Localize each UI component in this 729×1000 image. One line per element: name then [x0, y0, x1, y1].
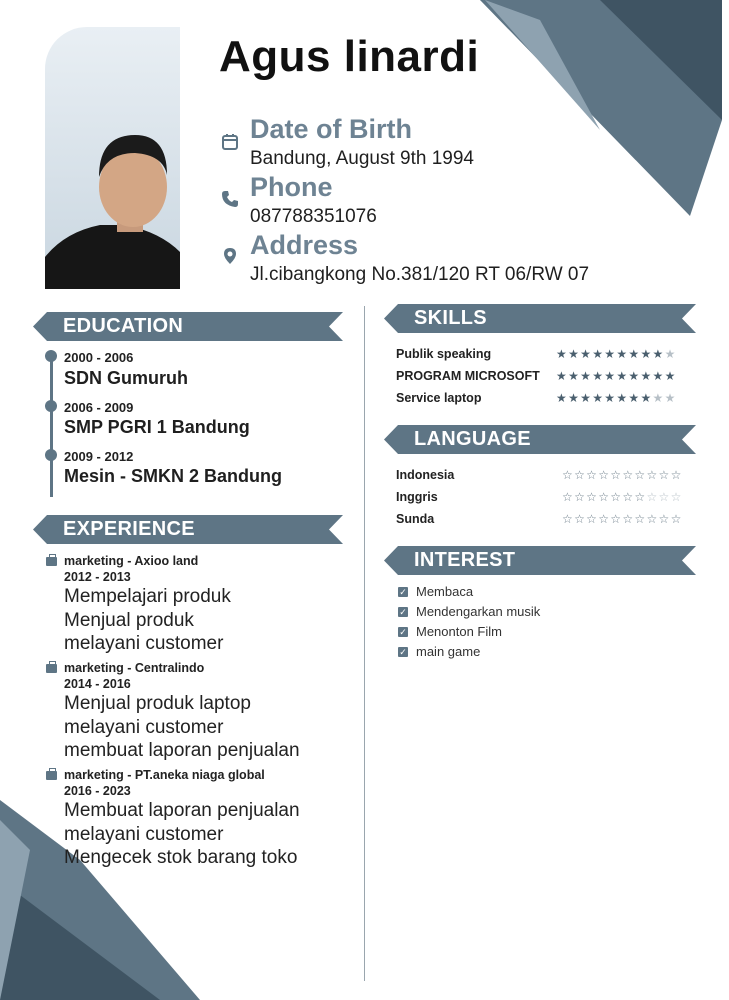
experience-task: melayani customer [64, 824, 224, 845]
timeline-dot [45, 350, 57, 362]
phone-value: 087788351076 [250, 206, 377, 227]
education-heading: EDUCATION [63, 315, 184, 337]
star-icon: ☆ [646, 512, 659, 526]
star-icon: ★ [604, 391, 617, 405]
checkbox-icon: ✓ [399, 627, 407, 637]
star-icon: ☆ [634, 468, 647, 482]
star-icon: ★ [604, 347, 617, 361]
star-icon: ★ [604, 369, 617, 383]
education-school: SDN Gumuruh [64, 368, 188, 388]
star-icon: ☆ [562, 512, 575, 526]
interest-heading: INTEREST [414, 549, 516, 571]
star-icon: ★ [652, 369, 665, 383]
star-icon: ★ [592, 347, 605, 361]
star-icon: ★ [580, 391, 593, 405]
interest-banner [384, 546, 696, 575]
skill-label: Publik speaking [396, 347, 492, 361]
star-icon: ☆ [622, 512, 635, 526]
education-years: 2000 - 2006 [64, 350, 134, 365]
star-icon: ★ [628, 391, 641, 405]
star-icon: ★ [640, 391, 653, 405]
star-icon: ★ [580, 347, 593, 361]
experience-task: melayani customer [64, 717, 224, 738]
star-icon: ★ [592, 391, 605, 405]
experience-role: marketing - Axioo land [64, 554, 199, 568]
column-divider [364, 306, 365, 981]
briefcase-icon [46, 557, 57, 566]
star-icon: ☆ [610, 490, 623, 504]
star-icon: ☆ [658, 468, 671, 482]
checkbox-icon: ✓ [399, 647, 407, 657]
star-icon: ★ [568, 347, 581, 361]
language-rating [562, 512, 683, 526]
education-timeline [50, 352, 53, 497]
star-icon: ☆ [562, 490, 575, 504]
calendar-icon [221, 133, 239, 151]
language-label: Indonesia [396, 468, 455, 482]
star-icon: ☆ [670, 512, 683, 526]
education-years: 2006 - 2009 [64, 400, 134, 415]
experience-task: melayani customer [64, 633, 224, 654]
location-pin-icon [221, 247, 239, 265]
skills-banner [384, 304, 696, 333]
star-icon: ★ [628, 347, 641, 361]
interest-item: Mendengarkan musik [416, 604, 541, 619]
experience-task: membuat laporan penjualan [64, 740, 300, 761]
address-title: Address [250, 230, 359, 260]
language-rating [562, 490, 683, 504]
skill-label: Service laptop [396, 391, 482, 405]
star-icon: ☆ [646, 490, 659, 504]
star-icon: ★ [652, 347, 665, 361]
star-icon: ★ [592, 369, 605, 383]
candidate-name: Agus linardi [219, 32, 480, 81]
star-icon: ☆ [646, 468, 659, 482]
star-icon: ☆ [658, 490, 671, 504]
star-icon: ★ [664, 391, 677, 405]
skill-rating [556, 391, 677, 405]
timeline-dot [45, 449, 57, 461]
experience-role: marketing - PT.aneka niaga global [64, 768, 265, 782]
star-icon: ★ [568, 391, 581, 405]
experience-task: Mengecek stok barang toko [64, 847, 298, 868]
experience-task: Menjual produk [64, 610, 194, 631]
star-icon: ★ [628, 369, 641, 383]
star-icon: ☆ [658, 512, 671, 526]
interest-item: main game [416, 644, 481, 659]
education-banner [33, 312, 343, 341]
checkbox-icon: ✓ [399, 587, 407, 597]
star-icon: ☆ [598, 490, 611, 504]
star-icon: ★ [556, 347, 569, 361]
star-icon: ★ [652, 391, 665, 405]
star-icon: ★ [556, 391, 569, 405]
language-rating [562, 468, 683, 482]
experience-task: Menjual produk laptop [64, 693, 251, 714]
star-icon: ☆ [586, 512, 599, 526]
timeline-dot [45, 400, 57, 412]
address-value: Jl.cibangkong No.381/120 RT 06/RW 07 [250, 264, 590, 285]
experience-years: 2014 - 2016 [64, 677, 131, 691]
star-icon: ☆ [610, 512, 623, 526]
star-icon: ☆ [562, 468, 575, 482]
phone-title: Phone [250, 172, 333, 202]
star-icon: ☆ [586, 490, 599, 504]
dob-title: Date of Birth [250, 114, 412, 144]
skill-rating [556, 347, 677, 361]
star-icon: ☆ [574, 490, 587, 504]
star-icon: ★ [640, 347, 653, 361]
star-icon: ☆ [622, 490, 635, 504]
education-years: 2009 - 2012 [64, 449, 134, 464]
star-icon: ☆ [610, 468, 623, 482]
education-school: SMP PGRI 1 Bandung [64, 417, 250, 437]
language-heading: LANGUAGE [414, 428, 531, 450]
interest-item: Menonton Film [416, 624, 502, 639]
skill-rating [556, 369, 677, 383]
profile-photo [45, 27, 180, 289]
star-icon: ★ [568, 369, 581, 383]
experience-years: 2016 - 2023 [64, 784, 131, 798]
star-icon: ★ [580, 369, 593, 383]
star-icon: ★ [664, 369, 677, 383]
checkbox-icon: ✓ [399, 607, 407, 617]
star-icon: ☆ [622, 468, 635, 482]
experience-role: marketing - Centralindo [64, 661, 205, 675]
language-label: Inggris [396, 490, 438, 504]
star-icon: ★ [664, 347, 677, 361]
language-label: Sunda [396, 512, 435, 526]
star-icon: ★ [556, 369, 569, 383]
star-icon: ☆ [670, 468, 683, 482]
language-banner [384, 425, 696, 454]
skill-label: PROGRAM MICROSOFT [396, 369, 540, 383]
experience-years: 2012 - 2013 [64, 570, 131, 584]
experience-heading: EXPERIENCE [63, 518, 195, 540]
star-icon: ☆ [574, 468, 587, 482]
briefcase-icon [46, 771, 57, 780]
star-icon: ☆ [586, 468, 599, 482]
star-icon: ☆ [670, 490, 683, 504]
star-icon: ☆ [598, 512, 611, 526]
experience-task: Mempelajari produk [64, 586, 231, 607]
star-icon: ☆ [634, 490, 647, 504]
star-icon: ★ [616, 369, 629, 383]
education-school: Mesin - SMKN 2 Bandung [64, 466, 283, 486]
experience-task: Membuat laporan penjualan [64, 800, 300, 821]
star-icon: ★ [616, 391, 629, 405]
star-icon: ☆ [598, 468, 611, 482]
briefcase-icon [46, 664, 57, 673]
phone-icon [221, 190, 239, 208]
skills-heading: SKILLS [414, 307, 487, 329]
star-icon: ☆ [574, 512, 587, 526]
star-icon: ★ [616, 347, 629, 361]
star-icon: ★ [640, 369, 653, 383]
dob-value: Bandung, August 9th 1994 [250, 148, 474, 169]
star-icon: ☆ [634, 512, 647, 526]
interest-item: Membaca [416, 584, 474, 599]
experience-banner [33, 515, 343, 544]
